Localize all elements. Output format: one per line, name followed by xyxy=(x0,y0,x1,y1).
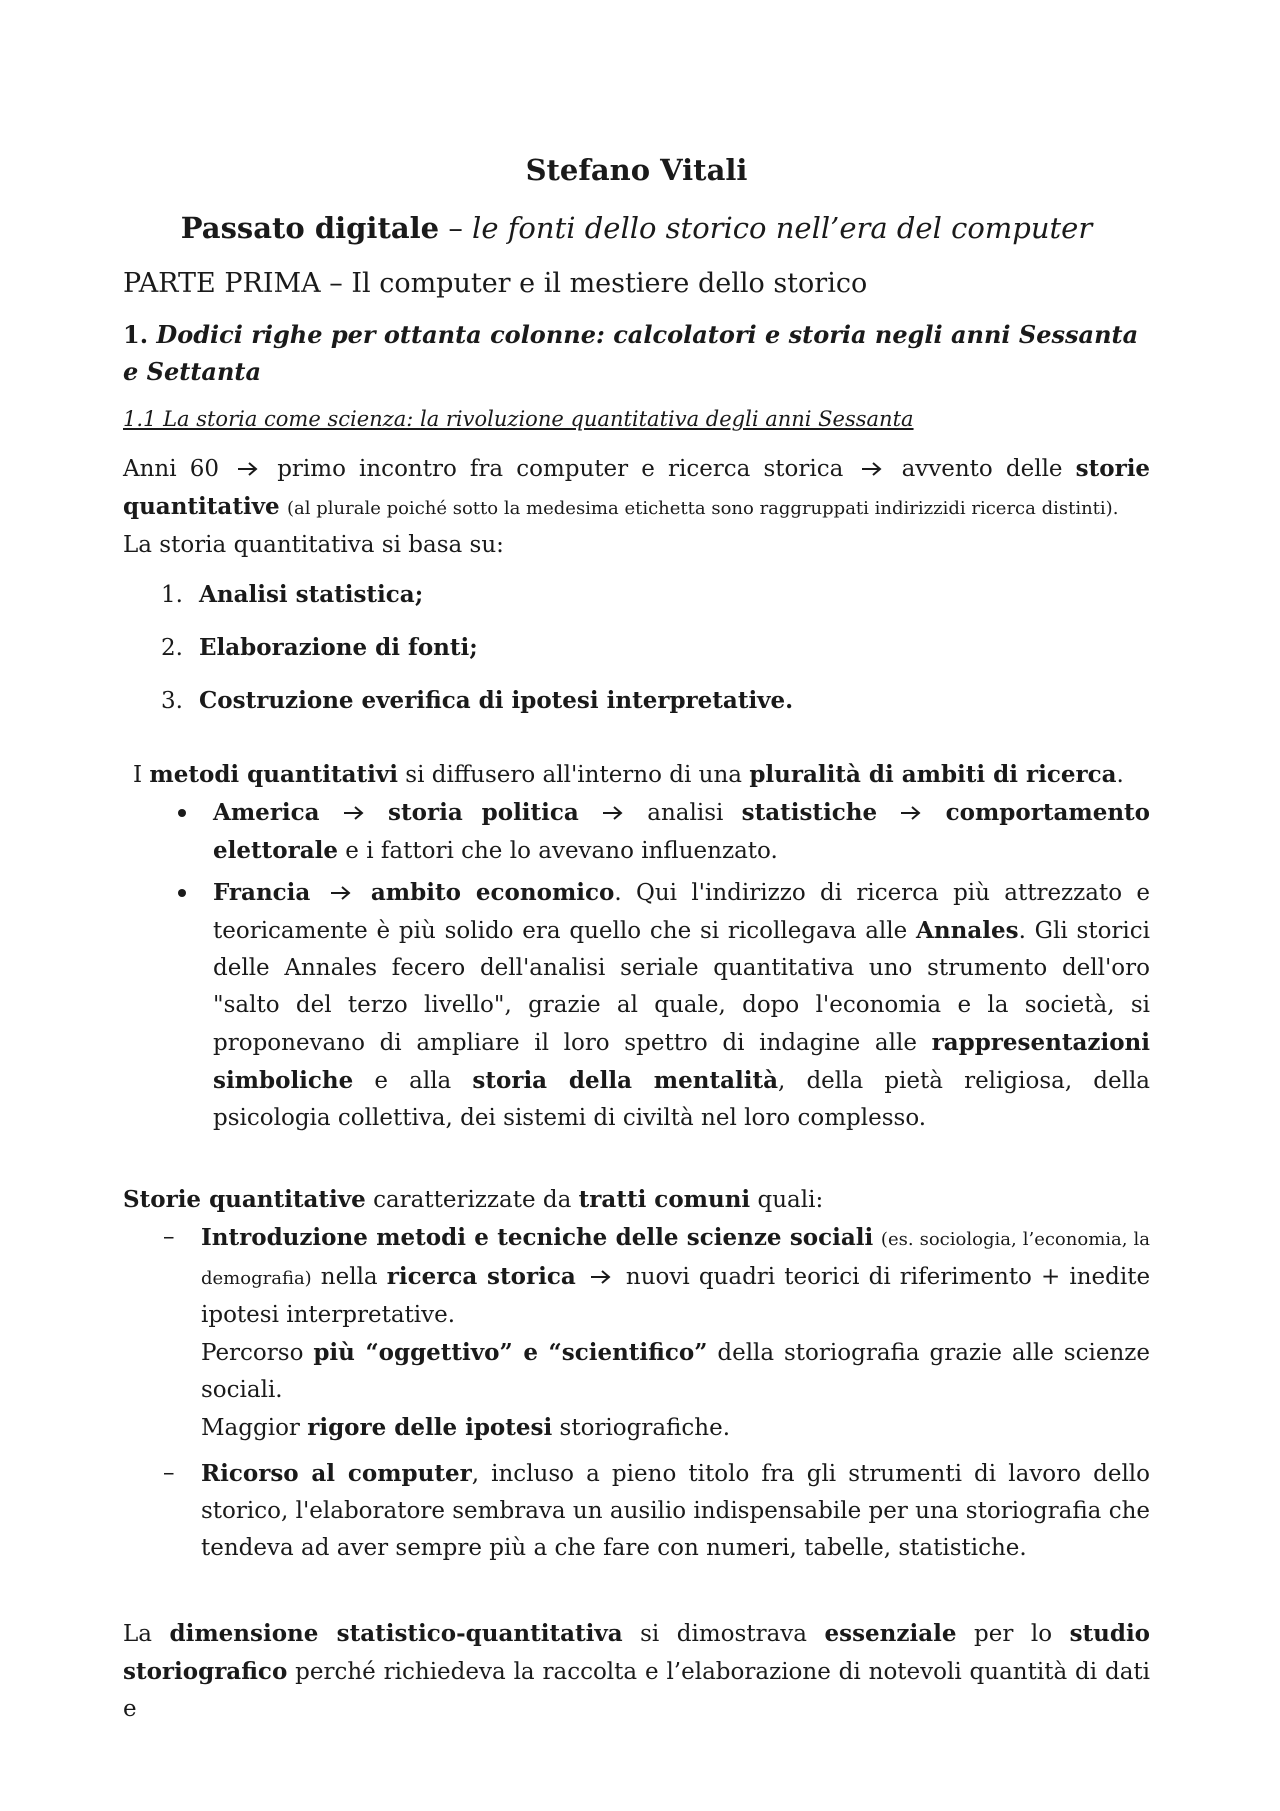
america-bold: statistiche xyxy=(741,799,878,826)
title-separator: – xyxy=(439,211,473,245)
methods-text: . xyxy=(1116,762,1124,788)
intro-text: avvento delle xyxy=(901,456,1063,482)
storie-bold: tratti comuni xyxy=(578,1186,751,1213)
francia-bold: Annales xyxy=(916,917,1019,944)
list-item xyxy=(161,682,1150,720)
methods-bold: pluralità di ambiti di ricerca xyxy=(749,761,1117,788)
trait-bold: rigore delle ipotesi xyxy=(307,1414,553,1441)
right-arrow-icon xyxy=(899,804,923,822)
trait-bold: ricerca storica xyxy=(386,1263,576,1290)
trait-plain: Percorso xyxy=(201,1340,304,1366)
trait-plain: , incluso a pieno titolo fra gli strumenti di lavoro dello storico, l'elaboratore sembrava un ausilio indispensabile per una storiografia che tendeva ad aver sempre più a che fare con numeri, tabelle, statistiche. xyxy=(201,1461,1150,1561)
intro-bold: storie quantitative xyxy=(123,455,1151,520)
bullet-icon xyxy=(178,809,186,817)
book-title-main: Passato digitale xyxy=(180,211,440,245)
right-arrow-icon xyxy=(342,804,366,822)
list-text: Elaborazione di fonti; xyxy=(199,634,478,661)
right-arrow-icon xyxy=(601,804,625,822)
trait-text xyxy=(201,1455,1150,1567)
methods-text: si diffusero all'interno di una xyxy=(405,762,742,788)
methods-paragraph xyxy=(133,756,1150,794)
right-arrow-icon xyxy=(329,884,353,902)
chapter-title: Dodici righe per ottanta colonne: calcolatori e storia negli anni Sessanta e Settanta xyxy=(123,320,1139,386)
francia-bold: Francia xyxy=(213,879,311,906)
list-item-america xyxy=(213,794,1150,870)
list-item xyxy=(161,576,1150,614)
traits-list xyxy=(123,1219,1150,1567)
book-title xyxy=(123,208,1150,248)
francia-bold: rappresentazioni simboliche xyxy=(213,1029,1150,1094)
list-text: Analisi statistica; xyxy=(199,581,424,608)
america-bold: America xyxy=(213,799,320,826)
trait-text xyxy=(201,1219,1150,1334)
dash-marker: – xyxy=(163,1460,175,1486)
conclusion-text: si dimostrava xyxy=(640,1621,807,1647)
america-bold: comportamento elettorale xyxy=(213,799,1151,864)
francia-plain: e alla xyxy=(374,1068,452,1094)
list-number: 2. xyxy=(161,635,183,661)
trait-note: (es. sociologia, l’economia, la demografia) xyxy=(201,1229,1151,1289)
intro-note: (al plurale poiché sotto la medesima etichetta sono raggruppati indirizzidi ricerca distinti). xyxy=(287,498,1119,519)
trait-plain: storiografiche. xyxy=(559,1415,731,1441)
conclusion-text: per lo xyxy=(974,1621,1053,1647)
trait-text xyxy=(201,1409,1150,1447)
list-item-introduzione xyxy=(163,1219,1151,1447)
trait-bold: Introduzione metodi e tecniche delle scienze sociali xyxy=(201,1224,874,1251)
chapter-heading xyxy=(123,316,1150,390)
list-text: Costruzione everifica di ipotesi interpretative. xyxy=(199,687,794,714)
conclusion-bold: essenziale xyxy=(824,1620,957,1647)
trait-text xyxy=(201,1334,1150,1409)
list-number: 3. xyxy=(161,688,183,714)
author-name: Stefano Vitali xyxy=(525,153,748,187)
storie-text: quali: xyxy=(757,1187,824,1213)
francia-bold: ambito economico xyxy=(370,879,615,906)
conclusion-bold: dimensione statistico-quantitativa xyxy=(169,1620,623,1647)
conclusion-text: La xyxy=(123,1621,152,1647)
list-item xyxy=(161,629,1150,667)
america-text xyxy=(213,794,1150,870)
chapter-number: 1. xyxy=(123,320,149,349)
list-item-computer xyxy=(163,1455,1150,1567)
francia-text xyxy=(213,874,1150,1137)
methods-bold: metodi quantitativi xyxy=(149,761,398,788)
right-arrow-icon xyxy=(589,1268,613,1286)
francia-bold: storia della mentalità xyxy=(472,1067,779,1094)
storie-text: caratterizzate da xyxy=(373,1187,572,1213)
right-arrow-icon xyxy=(860,460,884,478)
list-item-francia xyxy=(213,874,1150,1137)
america-bold: storia politica xyxy=(388,799,579,826)
francia-plain: , della pietà religiosa, della psicologia collettiva, dei sistemi di civiltà nel loro complesso. xyxy=(213,1068,1151,1131)
part-heading: PARTE PRIMA – Il computer e il mestiere dello storico xyxy=(123,268,868,299)
intro-paragraph xyxy=(123,450,1150,527)
conclusion-paragraph xyxy=(123,1615,1150,1728)
america-plain: analisi xyxy=(647,800,724,826)
trait-plain: nuovi quadri teorici di riferimento + inedite ipotesi interpretative. xyxy=(201,1264,1151,1328)
section-heading: 1.1 La storia come scienza: la rivoluzione quantitativa degli anni Sessanta xyxy=(123,407,914,431)
methods-text: I xyxy=(133,762,143,788)
intro-text: primo incontro fra computer e ricerca storica xyxy=(277,456,844,482)
bullet-icon xyxy=(178,889,186,897)
storie-bold: Storie quantitative xyxy=(123,1186,366,1213)
list-number: 1. xyxy=(161,582,183,608)
bases-list xyxy=(123,576,1150,720)
francia-plain: . Gli storici delle Annales fecero dell'analisi seriale quantitativa uno strumento dell'oro "salto del terzo livello", grazie al quale, dopo l'economia e la società, si proponevano di ampliare il loro spettro di indagine alle xyxy=(213,918,1150,1056)
dash-marker: – xyxy=(163,1224,175,1250)
conclusion-text: perché richiedeva la raccolta e l’elaborazione di notevoli quantità di dati e xyxy=(123,1659,1151,1722)
trait-plain: nella xyxy=(320,1264,378,1290)
trait-bold: più “oggettivo” e “scientifico” xyxy=(313,1339,708,1366)
right-arrow-icon xyxy=(236,460,260,478)
francia-plain: . Qui l'indirizzo di ricerca più attrezzato e teoricamente è più solido era quello che si ricollegava alle xyxy=(213,880,1150,944)
conclusion-bold: studio storiografico xyxy=(123,1620,1151,1685)
book-subtitle: le fonti dello storico nell’era del computer xyxy=(472,211,1093,245)
intro-basis: La storia quantitativa si basa su: xyxy=(123,532,504,558)
trait-plain: Maggior xyxy=(201,1415,300,1441)
trait-plain: della storiografia grazie alle scienze sociali. xyxy=(201,1340,1150,1403)
trait-bold: Ricorso al computer xyxy=(201,1460,472,1487)
storie-paragraph xyxy=(123,1181,1150,1219)
intro-text: Anni 60 xyxy=(123,456,219,482)
america-plain: e i fattori che lo avevano influenzato. xyxy=(345,838,778,864)
methods-list xyxy=(123,794,1150,1137)
